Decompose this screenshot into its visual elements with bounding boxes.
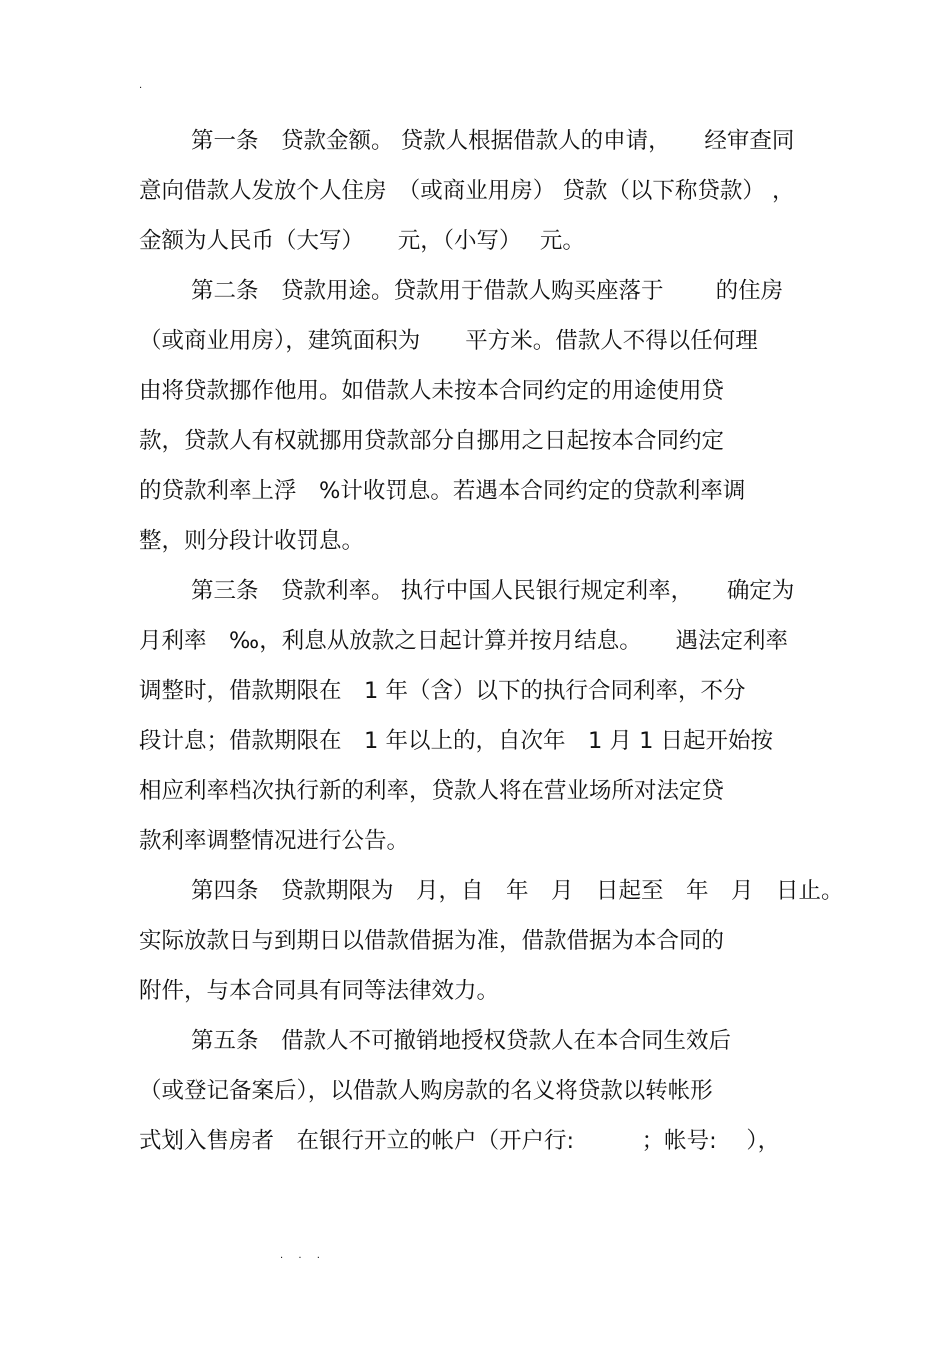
paragraph-article-5-line-1: 第五条 借款人不可撤销地授权贷款人在本合同生效后 — [191, 1028, 732, 1054]
paragraph-article-2-line-6: 整，则分段计收罚息。 — [139, 528, 365, 554]
paragraph-article-3-line-6: 款利率调整情况进行公告。 — [139, 828, 410, 854]
bottom-mark: . . . — [280, 1250, 326, 1261]
paragraph-article-2-line-1: 第二条 贷款用途。贷款用于借款人购买座落于 的住房 — [191, 278, 784, 304]
paragraph-article-1-line-1: 第一条 贷款金额。 贷款人根据借款人的申请， 经审查同 — [191, 128, 795, 154]
top-mark: . — [139, 80, 143, 91]
paragraph-article-3-line-4: 段计息；借款期限在 1 年以上的，自次年 1 月 1 日起开始按 — [139, 728, 774, 754]
paragraph-article-2-line-3: 由将贷款挪作他用。如借款人未按本合同约定的用途使用贷 — [139, 378, 725, 404]
paragraph-article-3-line-5: 相应利率档次执行新的利率，贷款人将在营业场所对法定贷 — [139, 778, 725, 804]
paragraph-article-2-line-5: 的贷款利率上浮 %计收罚息。若遇本合同约定的贷款利率调 — [139, 478, 746, 504]
paragraph-article-1-line-3: 金额为人民币（大写） 元，（小写） 元。 — [139, 228, 585, 254]
paragraph-article-3-line-1: 第三条 贷款利率。 执行中国人民银行规定利率， 确定为 — [191, 578, 795, 604]
paragraph-article-1-line-2: 意向借款人发放个人住房 （或商业用房） 贷款（以下称贷款） ， — [139, 178, 795, 204]
paragraph-article-2-line-4: 款，贷款人有权就挪用贷款部分自挪用之日起按本合同约定 — [139, 428, 725, 454]
paragraph-article-4-line-2: 实际放款日与到期日以借款借据为准，借款借据为本合同的 — [139, 928, 725, 954]
paragraph-article-4-line-3: 附件，与本合同具有同等法律效力。 — [139, 978, 500, 1004]
paragraph-article-5-line-3: 式划入售房者 在银行开立的帐户（开户行: ；帐号: ）， — [139, 1128, 781, 1154]
paragraph-article-3-line-2: 月利率 ‰，利息从放款之日起计算并按月结息。 遇法定利率 — [139, 628, 788, 654]
paragraph-article-5-line-2: （或登记备案后），以借款人购房款的名义将贷款以转帐形 — [139, 1078, 713, 1104]
paragraph-article-2-line-2: （或商业用房），建筑面积为 平方米。借款人不得以任何理 — [139, 328, 758, 354]
paragraph-article-4-line-1: 第四条 贷款期限为 月，自 年 月 日起至 年 月 日止。 — [191, 878, 844, 904]
paragraph-article-3-line-3: 调整时，借款期限在 1 年（含）以下的执行合同利率，不分 — [139, 678, 746, 704]
